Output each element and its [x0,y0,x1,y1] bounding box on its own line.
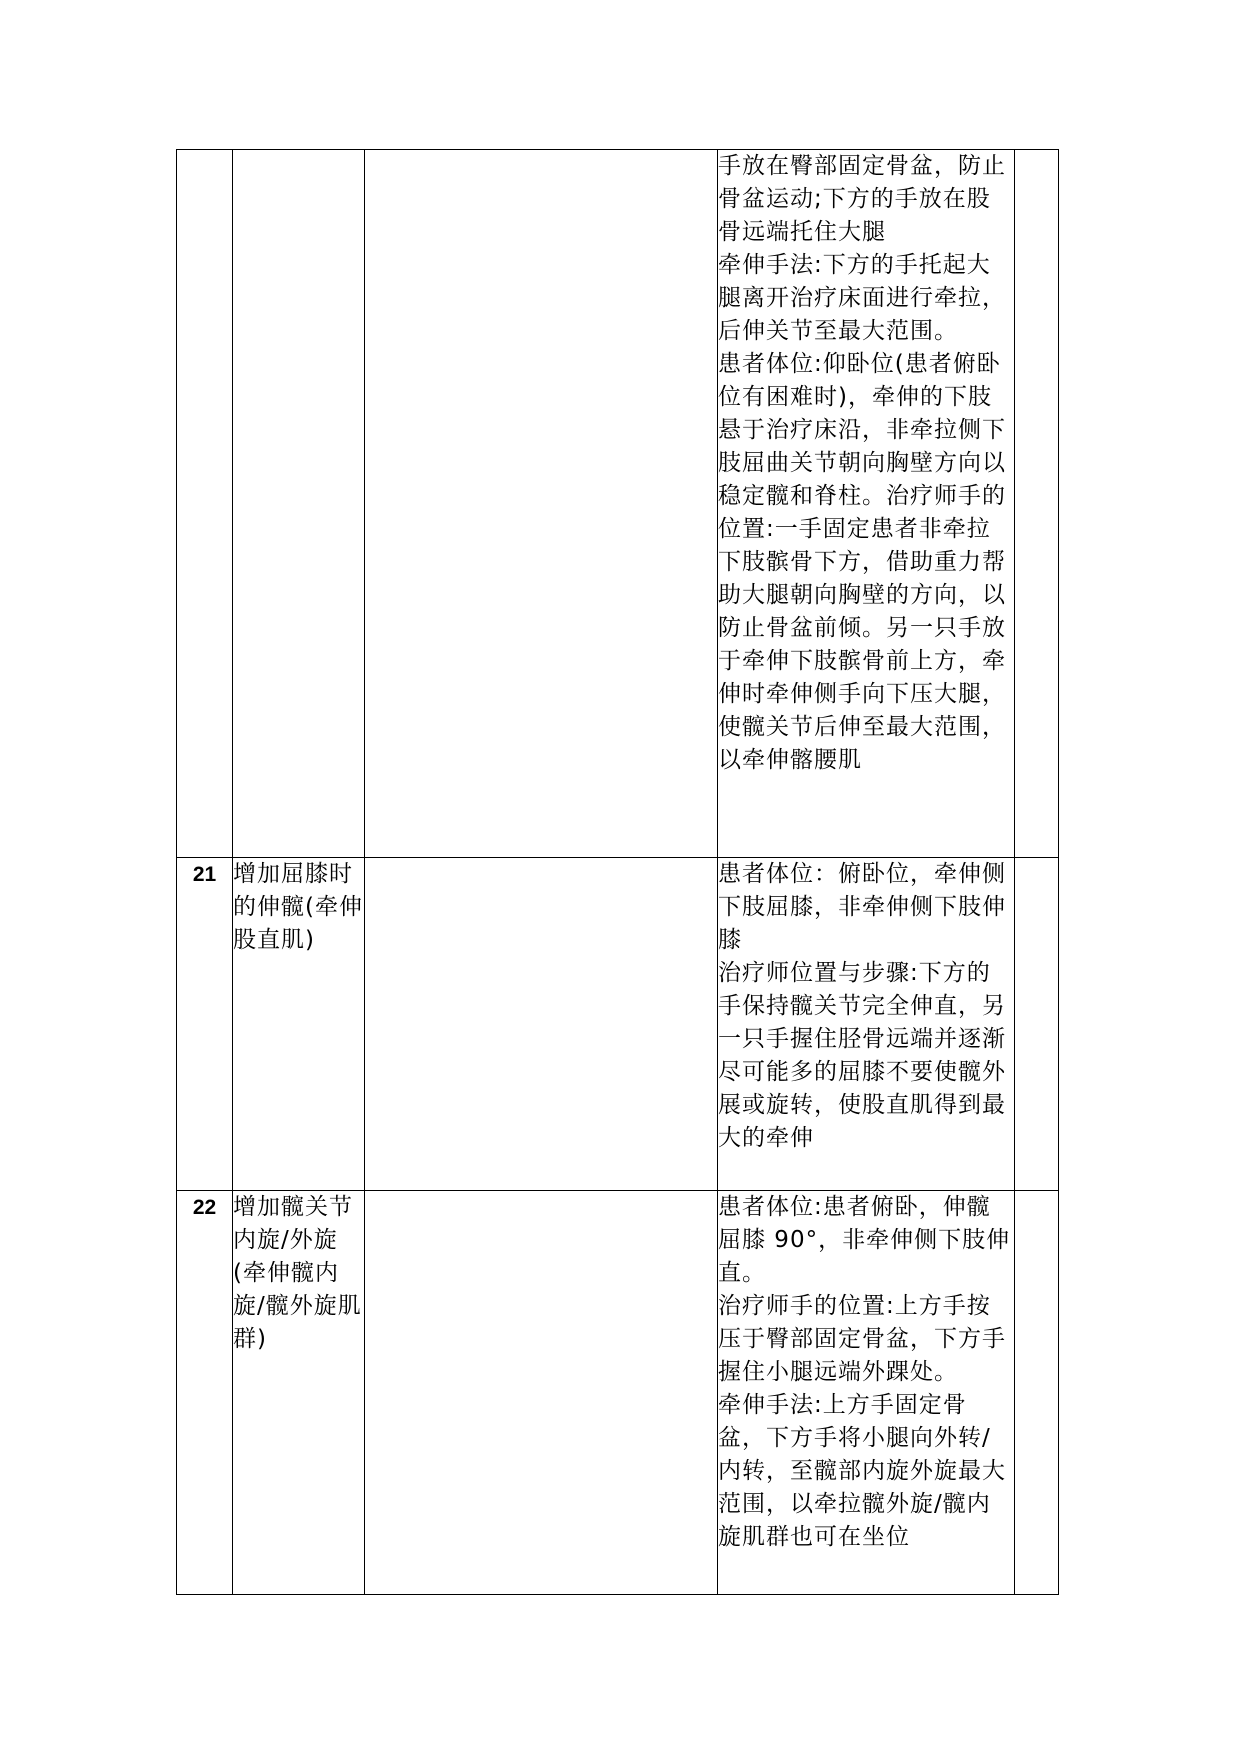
item-name: 增加髋关节内旋/外旋(牵伸髋内旋/髋外旋肌群) [233,1191,365,1595]
extra-cell [1015,858,1059,1191]
extra-cell [1015,1191,1059,1595]
item-name: 增加屈膝时的伸髋(牵伸股直肌) [233,858,365,1191]
extra-cell [1015,150,1059,858]
description-paragraph: 牵伸手法:下方的手托起大腿离开治疗床面进行牵拉，后伸关节至最大范围。 [718,252,1006,344]
description-paragraph: 治疗师手的位置:上方手按压于臀部固定骨盆，下方手握住小腿远端外踝处。 [718,1293,1006,1385]
description-cell [718,1191,1015,1595]
method-cell [365,858,718,1191]
description-paragraph: 治疗师位置与步骤:下方的手保持髋关节完全伸直，另一只手握住胫骨远端并逐渐尽可能多的屈膝不要使髋外展或旋转，使股直肌得到最大的牵伸 [718,960,1006,1151]
description-cell [718,858,1015,1191]
description-cell [718,150,1015,858]
description-paragraph: 手放在臀部固定骨盆，防止骨盆运动;下方的手放在股骨远端托住大腿 [718,153,1006,245]
description-paragraph: 患者体位:患者俯卧，伸髋屈膝 90°，非牵伸侧下肢伸直。 [718,1194,1011,1286]
table-row [177,150,1059,858]
method-cell [365,150,718,858]
table-row [177,858,1059,1191]
item-name [233,150,365,858]
method-cell [365,1191,718,1595]
table-row [177,1191,1059,1595]
description-paragraph: 牵伸手法:上方手固定骨盆，下方手将小腿向外转/内转，至髋部内旋外旋最大范围，以牵拉髋外旋/髋内旋肌群也可在坐位 [718,1392,1006,1550]
row-number [177,150,233,858]
row-number: 22 [177,1191,233,1595]
exercise-table [176,149,1059,1595]
description-paragraph: 患者体位：俯卧位，牵伸侧下肢屈膝，非牵伸侧下肢伸膝 [718,861,1006,953]
row-number: 21 [177,858,233,1191]
description-paragraph: 患者体位:仰卧位(患者俯卧位有困难时)，牵伸的下肢悬于治疗床沿，非牵拉侧下肢屈曲关节朝向胸壁方向以稳定髋和脊柱。治疗师手的位置:一手固定患者非牵拉下肢髌骨下方，借助重力帮助大腿朝向胸壁的方向，以防止骨盆前倾。另一只手放于牵伸下肢髌骨前上方，牵伸时牵伸侧手向下压大腿，使髋关节后伸至最大范围，以牵伸髂腰肌 [718,351,1006,773]
